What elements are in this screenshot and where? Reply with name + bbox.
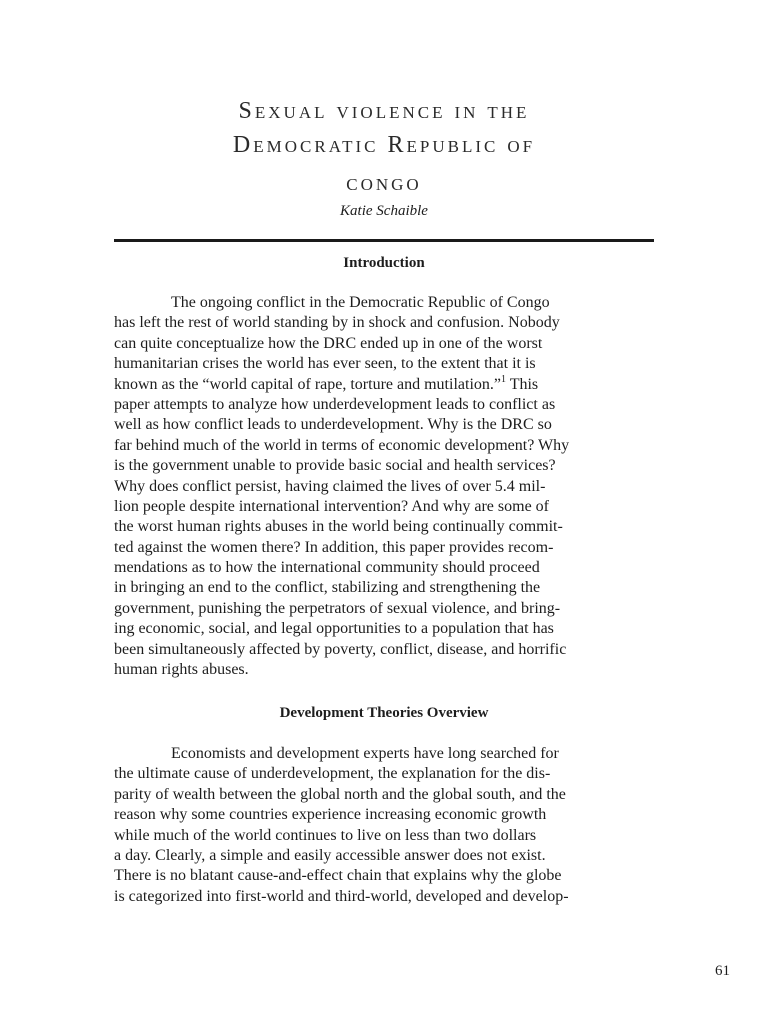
text-line: ing economic, social, and legal opportunities to a population that has xyxy=(114,620,554,638)
text-line: is the government unable to provide basic social and health services? xyxy=(114,457,556,475)
text-line: Economists and development experts have long searched for xyxy=(171,745,559,762)
title-line-3: congo xyxy=(346,170,422,196)
section-heading-development-theories: Development Theories Overview xyxy=(279,705,489,721)
text-line: has left the rest of world standing by in shock and confusion. Nobody xyxy=(114,314,560,332)
text-line: can quite conceptualize how the DRC ended up in one of the worst xyxy=(114,334,543,352)
text-line: the worst human rights abuses in the world being continually commit- xyxy=(114,518,563,536)
text-line: Why does conflict persist, having claimed the lives of over 5.4 mil- xyxy=(114,477,546,495)
text-line: humanitarian crises the world has ever seen, to the extent that it is xyxy=(114,355,536,373)
text-line: There is no blatant cause-and-effect chain that explains why the globe xyxy=(114,867,562,885)
text-line: parity of wealth between the global north and the global south, and the xyxy=(114,785,566,803)
development-theories-paragraph xyxy=(114,744,674,907)
text-line-fragment-tail: This xyxy=(505,375,539,393)
text-line: lion people despite international intervention? And why are some of xyxy=(114,497,549,515)
text-line: in bringing an end to the conflict, stabilizing and strengthening the xyxy=(114,579,541,597)
text-line: mendations as to how the international community should proceed xyxy=(114,559,540,577)
title-line-2: Democratic Republic of xyxy=(232,132,536,158)
text-line: paper attempts to analyze how underdevelopment leads to conflict as xyxy=(114,395,556,413)
title-divider xyxy=(114,239,654,242)
text-line: well as how conflict leads to underdevelopment. Why is the DRC so xyxy=(114,416,552,434)
text-line: far behind much of the world in terms of economic development? Why xyxy=(114,436,570,454)
text-line: reason why some countries experience increasing economic growth xyxy=(114,806,547,824)
text-line: The ongoing conflict in the Democratic Republic of Congo xyxy=(171,294,550,311)
text-line: human rights abuses. xyxy=(114,661,249,679)
text-line: is categorized into first-world and third-world, developed and develop- xyxy=(114,887,569,905)
text-line: a day. Clearly, a simple and easily accessible answer does not exist. xyxy=(114,846,546,864)
text-line: government, punishing the perpetrators of sexual violence, and bring- xyxy=(114,599,561,617)
title-line-1: Sexual violence in the xyxy=(238,98,530,124)
text-line: been simultaneously affected by poverty, conflict, disease, and horrific xyxy=(114,640,567,658)
footnote-reference[interactable]: 1 xyxy=(500,373,506,385)
section-heading-introduction: Introduction xyxy=(343,255,425,271)
page-number: 61 xyxy=(715,963,730,979)
text-line: the ultimate cause of underdevelopment, the explanation for the dis- xyxy=(114,765,551,783)
author-name: Katie Schaible xyxy=(340,203,428,219)
text-line: while much of the world continues to live on less than two dollars xyxy=(114,826,537,844)
introduction-paragraph xyxy=(114,293,674,680)
text-line-with-footnote xyxy=(114,375,674,395)
text-line: ted against the women there? In addition, this paper provides recom- xyxy=(114,538,554,556)
text-line-fragment: known as the “world capital of rape, torture and mutilation.” xyxy=(114,375,501,393)
